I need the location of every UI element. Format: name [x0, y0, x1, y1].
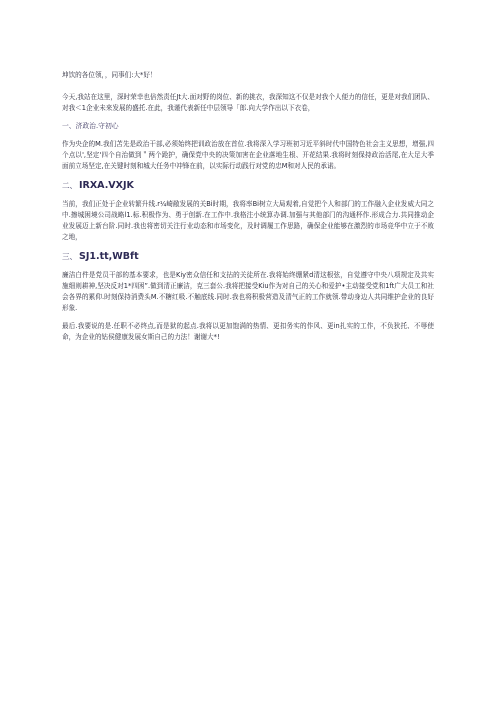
greeting: 坤饮的各位领，，同事们:大*好！: [62, 71, 157, 79]
section3-title: SJ1.tt,WBft: [79, 251, 139, 262]
section3-body: 廉洁白件是党员干部的基本要求，也是Kiy密众信任和支拈的关徒所在.我将始终绷紧d清这根弦，自觉遵守中央八项规定及共实施细则耕神,坚决反对1*四困”.做到清正廉洁，克三套公.我将把接受Kiu作为对自己的关心和爱护•主动接受党和1ft广大员工和社会各界的累仰.时刻保持消费头M.不糖红吸.不触底线.同时.我也将积极营造及清气正的工作就领.带动身边人共同维护企业的良好形象.: [62, 271, 434, 312]
closing-paragraph: 最后.我要说的是.任职不必终点,而是狱的起点.我将以更加饱满的热情、更扣务实的作风、更in扎实的工作，不负狄托、不辱使命，为企业的钻侯健康发展女斯自己的力法！谢谢大*!: [62, 322, 434, 341]
section2-heading: [62, 179, 434, 192]
intro-paragraph: 今天,我站在这里，深时荣幸也倍然责任Jt大.面对野的岗位、新的挑衣，我深知这不仅是对我个人便力的信任，更是对我们团队、对我＜1企业未来发展的盛托.在此，我谨代表新任中层领导「郎.向大学作出以下衣卷，: [62, 93, 434, 112]
section3-number: 三、: [62, 252, 77, 261]
section2-title: IRXA.VXJK: [79, 180, 134, 191]
section1-heading: 一、济政治.守初心: [62, 122, 119, 130]
section3-heading: [62, 250, 434, 263]
section2-body: 当前，我们正处于企业转繁升线.r¼崎敝发展的关Bi时期，我将率Bi树立大局观着,自觉把个人和部门的工作融入企业发威大同之中.擦城困境公司战略l1.标.积极作为、勇于创新.在工作中.我格注小统算办调.加强与其他部门的沟通杯作.形成合力.共同推动企业发展迈上新台阶.同时.我也将密切关注行业动态和市场变化，及时调履工作思路，确保企业能够在激烈的市场竞华中立于不败之地，: [62, 200, 434, 241]
section2-number: 二、: [62, 181, 77, 190]
section1-body: 作为央企的M.我们苫先是政治干部,必须始终把训政治放在首位.我将深入学习班初习近平斜时代中国特色社会主义思想，增强,四个点以',坚定'四个自治做到＂两个跄护，确保党中央的决策加害在企业落地生根、开花结果.我将时刻保持政治活尾,在大足大季面前立场坚定,在关键时刻和城大任务中冲锋在前，以实际行动践行对党的忠M和对人民的承诺。: [62, 140, 434, 170]
document-page: [62, 70, 434, 343]
